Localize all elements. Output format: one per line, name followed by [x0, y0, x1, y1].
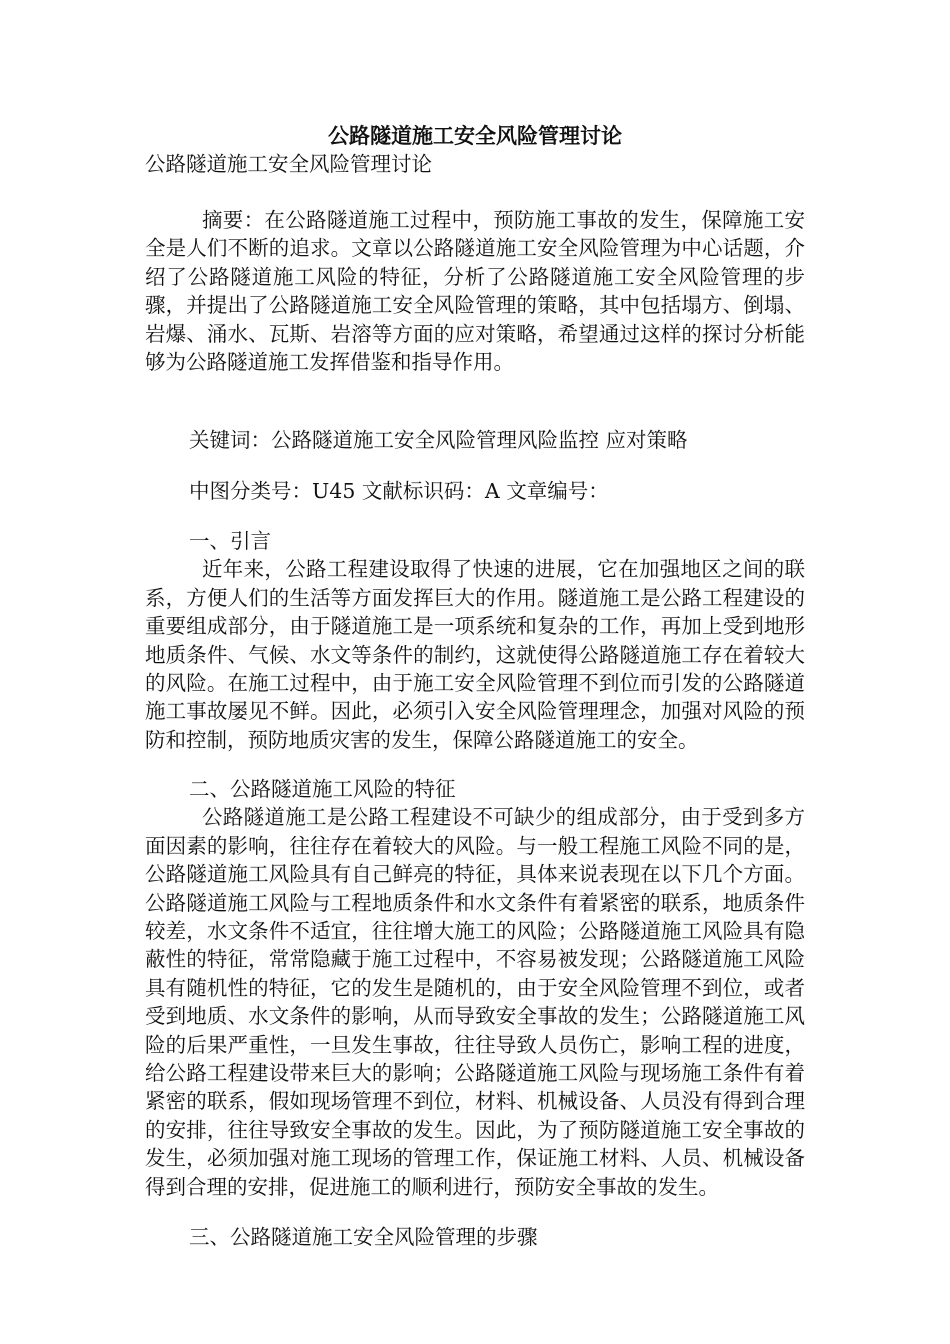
- section-2-paragraph: 公路隧道施工是公路工程建设不可缺少的组成部分，由于受到多方面因素的影响，往往存在着较大的风险。与一般工程施工风险不同的是，公路隧道施工风险具有自己鲜亮的特征，具体来说表现在以下几个方面。公路隧道施工风险与工程地质条件和水文条件有着紧密的联系，地质条件较差，水文条件不适宜，往往增大施工的风险；公路隧道施工风险具有隐蔽性的特征，常常隐藏于施工过程中，不容易被发现；公路隧道施工风险具有随机性的特征，它的发生是随机的，由于安全风险管理不到位，或者受到地质、水文条件的影响，从而导致安全事故的发生；公路隧道施工风险的后果严重性，一旦发生事故，往往导致人员伤亡，影响工程的进度，给公路工程建设带来巨大的影响；公路隧道施工风险与现场施工条件有着紧密的联系，假如现场管理不到位，材料、机械设备、人员没有得到合理的安排，往往导致安全事故的发生。因此，为了预防隧道施工安全事故的发生，必须加强对施工现场的管理工作，保证施工材料、人员、机械设备得到合理的安排，促进施工的顺利进行，预防安全事故的发生。: [145, 805, 805, 1199]
- document-subtitle: 公路隧道施工安全风险管理讨论: [145, 152, 432, 176]
- spacer: [145, 754, 805, 775]
- section-1-paragraph: 近年来，公路工程建设取得了快速的进展，它在加强地区之间的联系，方便人们的生活等方面发挥巨大的作用。隧道施工是公路工程建设的重要组成部分，由于隧道施工是一项系统和复杂的工作，再加上受到地形地质条件、气候、水文等条件的制约，这就使得公路隧道施工存在着较大的风险。在施工过程中，由于施工安全风险管理不到位而引发的公路隧道施工事故屡见不鲜。因此，必须引入安全风险管理理念，加强对风险的预防和控制，预防地质灾害的发生，保障公路隧道施工的安全。: [145, 557, 805, 752]
- spacer: [145, 505, 805, 527]
- document-body: [145, 122, 805, 1251]
- section-3-heading: 三、公路隧道施工安全风险管理的步骤: [189, 1224, 538, 1249]
- spacer: [145, 178, 805, 206]
- spacer: [145, 454, 805, 477]
- section-2-heading: 二、公路隧道施工风险的特征: [189, 777, 456, 802]
- abstract-paragraph: 摘要：在公路隧道施工过程中，预防施工事故的发生，保障施工安全是人们不断的追求。文章以公路隧道施工安全风险管理为中心话题，介绍了公路隧道施工风险的特征，分析了公路隧道施工安全风险管理的步骤，并提出了公路隧道施工安全风险管理的策略，其中包括塌方、倒塌、岩爆、涌水、瓦斯、岩溶等方面的应对策略，希望通过这样的探讨分析能够为公路隧道施工发挥借鉴和指导作用。: [145, 208, 805, 375]
- keywords-line: 关键词：公路隧道施工安全风险管理风险监控 应对策略: [189, 428, 688, 453]
- section-1-heading: 一、引言: [189, 529, 271, 554]
- spacer: [145, 376, 805, 426]
- classification-line: 中图分类号：U45 文献标识码：A 文章编号：: [189, 479, 609, 504]
- document-title: 公路隧道施工安全风险管理讨论: [328, 123, 622, 148]
- spacer: [145, 1201, 805, 1223]
